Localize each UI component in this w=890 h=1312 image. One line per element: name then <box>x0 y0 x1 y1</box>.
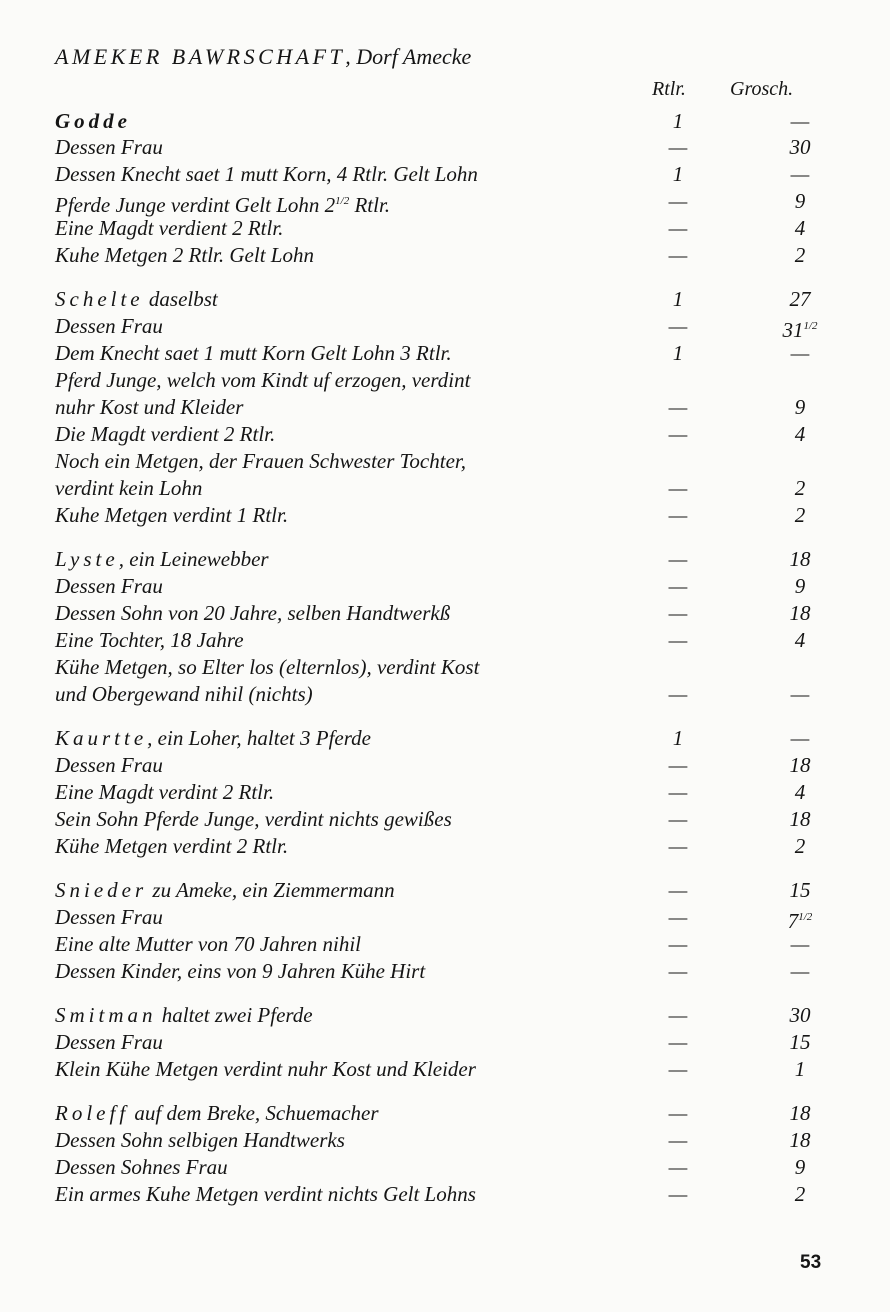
entry-line <box>55 833 835 860</box>
section-header <box>55 44 471 70</box>
entry-description: Eine alte Mutter von 70 Jahren nihil <box>55 932 361 956</box>
entry-line <box>55 779 835 806</box>
rtlr-value: — <box>668 1128 688 1152</box>
grosch-value <box>770 725 830 752</box>
page-number: 53 <box>800 1252 822 1273</box>
fraction-superscript: 1/2 <box>335 195 350 207</box>
grosch-value <box>770 627 830 654</box>
entry-text <box>55 367 470 394</box>
entry-text <box>55 779 274 806</box>
grosch-amount: 7 <box>787 909 799 933</box>
entry-description: zu Ameke, ein Ziemmermann <box>147 878 395 902</box>
grosch-amount: 27 <box>789 287 811 311</box>
grosch-amount: — <box>790 932 810 956</box>
entry-description: Dessen Kinder, eins von 9 Jahren Kühe Hirt <box>55 959 426 983</box>
rtlr-value: — <box>668 905 688 929</box>
entry-line <box>55 134 835 161</box>
grosch-value <box>770 1056 830 1083</box>
entry-line <box>55 752 835 779</box>
entry-line <box>55 475 835 502</box>
entry-description: verdint kein Lohn <box>55 476 203 500</box>
entry-line <box>55 806 835 833</box>
entry-description: Noch ein Metgen, der Frauen Schwester Tochter, <box>55 449 466 473</box>
entry-text <box>55 600 450 627</box>
rtlr-value: — <box>668 628 688 652</box>
entry-text <box>55 1100 379 1127</box>
entry-description: Pferd Junge, welch vom Kindt uf erzogen, verdint <box>55 368 471 392</box>
grosch-fraction: 1/2 <box>803 320 818 332</box>
grosch-amount: 2 <box>794 503 806 527</box>
entry-description: Dessen Knecht saet 1 mutt Korn, 4 Rtlr. Gelt Lohn <box>55 162 478 186</box>
entry-line <box>55 958 835 985</box>
grosch-amount: 9 <box>794 574 806 598</box>
entry-line <box>55 627 835 654</box>
rtlr-value: — <box>668 243 688 267</box>
entry-text <box>55 394 243 421</box>
column-header-rtlr: Rtlr. <box>652 78 686 100</box>
rtlr-value: — <box>668 807 688 831</box>
entry-description: Kuhe Metgen 2 Rtlr. Gelt Lohn <box>55 243 314 267</box>
grosch-amount: 9 <box>794 395 806 419</box>
grosch-amount: 18 <box>789 1101 811 1125</box>
grosch-amount: — <box>790 682 810 706</box>
rtlr-value: — <box>668 1030 688 1054</box>
entry-description: nuhr Kost und Kleider <box>55 395 244 419</box>
grosch-value <box>770 877 830 904</box>
entry-line <box>55 1127 835 1154</box>
entry-text <box>55 1056 476 1083</box>
entry-text <box>55 108 131 135</box>
rtlr-value: — <box>668 959 688 983</box>
entry-text <box>55 1181 476 1208</box>
entry-text <box>55 573 163 600</box>
entry-line <box>55 1181 835 1208</box>
grosch-value <box>770 1154 830 1181</box>
entry-text <box>55 833 288 860</box>
entry-text <box>55 904 163 931</box>
entry-description: haltet zwei Pferde <box>156 1003 313 1027</box>
entry-text <box>55 313 163 340</box>
rtlr-value: 1 <box>672 109 684 133</box>
entry-text <box>55 502 288 529</box>
entry-line <box>55 242 835 269</box>
entry-line <box>55 448 835 475</box>
grosch-value <box>770 286 830 313</box>
entry-description: , ein Loher, haltet 3 Pferde <box>147 726 371 750</box>
grosch-amount: 2 <box>794 476 806 500</box>
entry-text <box>55 806 452 833</box>
entry-line <box>55 931 835 958</box>
grosch-amount: 18 <box>789 601 811 625</box>
entry-description: Die Magdt verdient 2 Rtlr. <box>55 422 276 446</box>
grosch-amount: 9 <box>794 1155 806 1179</box>
grosch-value <box>770 340 830 367</box>
rtlr-value: — <box>668 1155 688 1179</box>
header-title: AMEKER BAWRSCHAFT <box>55 44 346 69</box>
grosch-amount: 4 <box>794 422 806 446</box>
rtlr-value: — <box>668 216 688 240</box>
entry-line <box>55 215 835 242</box>
household-name: Smitman <box>55 1003 157 1027</box>
rtlr-value: — <box>668 682 688 706</box>
entry-text <box>55 1002 313 1029</box>
entry-line <box>55 1029 835 1056</box>
grosch-value <box>770 188 830 215</box>
grosch-amount: 18 <box>789 547 811 571</box>
grosch-amount: 2 <box>794 834 806 858</box>
entry-description: auf dem Breke, Schuemacher <box>129 1101 379 1125</box>
grosch-value <box>770 833 830 860</box>
entry-description: Dessen Sohnes Frau <box>55 1155 228 1179</box>
grosch-value <box>770 573 830 600</box>
grosch-amount: 9 <box>794 189 806 213</box>
entry-text <box>55 215 283 242</box>
rtlr-value: — <box>668 932 688 956</box>
household-name: Schelte <box>55 287 144 311</box>
entry-description: Klein Kühe Metgen verdint nuhr Kost und Kleider <box>55 1057 476 1081</box>
entry-description: Ein armes Kuhe Metgen verdint nichts Gelt Lohns <box>55 1182 476 1206</box>
grosch-amount: 18 <box>789 1128 811 1152</box>
rtlr-value: 1 <box>672 726 684 750</box>
rtlr-value: 1 <box>672 162 684 186</box>
entry-line <box>55 394 835 421</box>
entry-line <box>55 286 835 313</box>
entry-line <box>55 904 835 931</box>
rtlr-value: — <box>668 834 688 858</box>
grosch-value <box>770 161 830 188</box>
rtlr-value: — <box>668 1101 688 1125</box>
entry-line <box>55 421 835 448</box>
grosch-amount: 18 <box>789 807 811 831</box>
rtlr-value: — <box>668 780 688 804</box>
entry-line <box>55 877 835 904</box>
entry-text <box>55 627 244 654</box>
entry-text <box>55 286 218 313</box>
entry-description: und Obergewand nihil (nichts) <box>55 682 313 706</box>
rtlr-value: — <box>668 503 688 527</box>
entry-description: Dessen Frau <box>55 1030 163 1054</box>
entry-text <box>55 1029 163 1056</box>
entry-description: Dessen Sohn von 20 Jahre, selben Handtwerkß <box>55 601 451 625</box>
entry-description: Kühe Metgen, so Elter los (elternlos), verdint Kost <box>55 655 480 679</box>
grosch-amount: 18 <box>789 753 811 777</box>
grosch-amount: — <box>790 109 810 133</box>
grosch-amount: — <box>790 162 810 186</box>
entry-line <box>55 681 835 708</box>
entry-text <box>55 958 425 985</box>
rtlr-value: — <box>668 135 688 159</box>
grosch-value <box>770 546 830 573</box>
grosch-value <box>770 1127 830 1154</box>
grosch-value <box>770 681 830 708</box>
entry-line <box>55 340 835 367</box>
entry-line <box>55 573 835 600</box>
entry-line <box>55 313 835 340</box>
entry-text <box>55 546 269 573</box>
rtlr-value: — <box>668 878 688 902</box>
grosch-value <box>770 108 830 135</box>
grosch-amount: 4 <box>794 780 806 804</box>
grosch-value <box>770 1029 830 1056</box>
entry-text <box>55 242 314 269</box>
column-header-grosch: Grosch. <box>730 78 794 100</box>
rtlr-value: — <box>668 1182 688 1206</box>
grosch-value <box>770 931 830 958</box>
entry-description: , ein Leinewebber <box>118 547 269 571</box>
entry-line <box>55 600 835 627</box>
entry-line <box>55 1056 835 1083</box>
rtlr-value: — <box>668 574 688 598</box>
rtlr-value: — <box>668 753 688 777</box>
grosch-amount: 4 <box>794 628 806 652</box>
entry-description: Dessen Sohn selbigen Handtwerks <box>55 1128 345 1152</box>
entry-description: Dessen Frau <box>55 753 163 777</box>
entry-line <box>55 1100 835 1127</box>
rtlr-value: 1 <box>672 287 684 311</box>
grosch-amount: — <box>790 726 810 750</box>
entry-description: Dem Knecht saet 1 mutt Korn Gelt Lohn 3 Rtlr. <box>55 341 452 365</box>
header-subtitle: , Dorf Amecke <box>345 44 472 69</box>
household-name: Snieder <box>55 878 148 902</box>
grosch-amount: 31 <box>782 318 804 342</box>
rtlr-value: — <box>668 395 688 419</box>
grosch-value <box>770 475 830 502</box>
entry-description-suffix: Rtlr. <box>349 193 391 217</box>
grosch-amount: 2 <box>794 243 806 267</box>
entry-description: Dessen Frau <box>55 574 163 598</box>
entry-line <box>55 108 835 135</box>
entry-line <box>55 188 835 215</box>
entry-text <box>55 1127 345 1154</box>
rtlr-value: — <box>668 1057 688 1081</box>
entry-line <box>55 502 835 529</box>
grosch-amount: 2 <box>794 1182 806 1206</box>
entry-description: Sein Sohn Pferde Junge, verdint nichts gewißes <box>55 807 452 831</box>
entry-text <box>55 340 452 367</box>
entry-text <box>55 877 395 904</box>
entry-text <box>55 725 371 752</box>
entry-text <box>55 654 479 681</box>
entry-line <box>55 367 835 394</box>
entry-text <box>55 161 478 188</box>
grosch-value <box>770 1002 830 1029</box>
rtlr-value: — <box>668 189 688 213</box>
entry-text <box>55 448 466 475</box>
rtlr-value: — <box>668 314 688 338</box>
entry-text <box>55 134 163 161</box>
entry-line <box>55 654 835 681</box>
entry-description: Dessen Frau <box>55 905 163 929</box>
entry-description: daselbst <box>143 287 218 311</box>
grosch-value <box>770 242 830 269</box>
entry-text <box>55 752 163 779</box>
grosch-value <box>770 1100 830 1127</box>
rtlr-value: 1 <box>672 341 684 365</box>
entry-description: Kuhe Metgen verdint 1 Rtlr. <box>55 503 289 527</box>
grosch-value <box>770 134 830 161</box>
entry-line <box>55 725 835 752</box>
grosch-amount: 15 <box>789 1030 811 1054</box>
grosch-value <box>770 779 830 806</box>
grosch-amount: 30 <box>789 1003 811 1027</box>
rtlr-value: — <box>668 547 688 571</box>
grosch-amount: 4 <box>794 216 806 240</box>
grosch-fraction: 1/2 <box>798 911 813 923</box>
grosch-amount: 15 <box>789 878 811 902</box>
household-name: Kaurtte <box>55 726 148 750</box>
entry-description: Kühe Metgen verdint 2 Rtlr. <box>55 834 289 858</box>
household-name: Lyste <box>55 547 119 571</box>
grosch-value <box>770 421 830 448</box>
rtlr-value: — <box>668 1003 688 1027</box>
grosch-value <box>770 1181 830 1208</box>
grosch-amount: 1 <box>794 1057 806 1081</box>
entry-description: Eine Tochter, 18 Jahre <box>55 628 244 652</box>
entry-description: Eine Magdt verdint 2 Rtlr. <box>55 780 275 804</box>
household-name: Roleff <box>55 1101 130 1125</box>
entry-description: Pferde Junge verdint Gelt Lohn 2 <box>55 193 336 217</box>
grosch-value <box>770 958 830 985</box>
grosch-value <box>770 806 830 833</box>
entry-line <box>55 546 835 573</box>
grosch-value <box>770 215 830 242</box>
entry-line <box>55 1002 835 1029</box>
entry-line <box>55 1154 835 1181</box>
grosch-amount: — <box>790 341 810 365</box>
grosch-value <box>770 394 830 421</box>
rtlr-value: — <box>668 422 688 446</box>
grosch-value <box>770 752 830 779</box>
rtlr-value: — <box>668 601 688 625</box>
grosch-amount: 30 <box>789 135 811 159</box>
entry-text <box>55 421 275 448</box>
household-name: Godde <box>55 109 131 133</box>
grosch-value <box>770 502 830 529</box>
entry-text <box>55 475 202 502</box>
rtlr-value: — <box>668 476 688 500</box>
entry-description: Eine Magdt verdient 2 Rtlr. <box>55 216 284 240</box>
entry-text <box>55 1154 228 1181</box>
entry-description: Dessen Frau <box>55 314 163 338</box>
entry-text <box>55 931 361 958</box>
entry-description: Dessen Frau <box>55 135 163 159</box>
entry-text <box>55 681 313 708</box>
grosch-value <box>770 600 830 627</box>
grosch-amount: — <box>790 959 810 983</box>
entry-line <box>55 161 835 188</box>
